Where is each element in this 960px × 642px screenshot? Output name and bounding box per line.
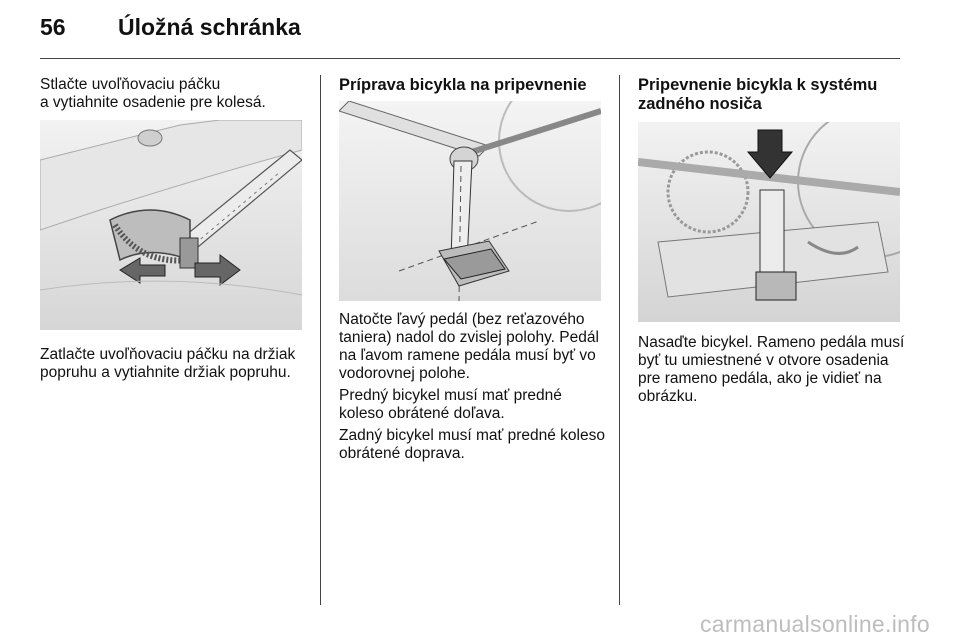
column-1 <box>40 76 308 386</box>
column-divider <box>320 75 321 605</box>
watermark: carmanualsonline.info <box>699 611 930 637</box>
column-heading: Pripevnenie bicykla k systému zadného nosiča <box>638 76 878 113</box>
instruction-text: Stlačte uvoľňovaciu páčku a vytiahnite osadenie pre kolesá. <box>40 76 266 111</box>
instruction-text: Zatlačte uvoľňovaciu páčku na držiak popruhu a vytiahnite držiak popruhu. <box>40 346 296 381</box>
instruction-text: Zadný bicykel musí mať predné koleso obrátené doprava. <box>339 427 605 462</box>
column-divider <box>619 75 620 605</box>
instruction-text: Predný bicykel musí mať predné koleso obrátené doľava. <box>339 387 562 422</box>
instruction-text: Nasaďte bicykel. Rameno pedála musí byť tu umiestnené v otvore osadenia pre rameno pedála, ako je vidieť na obrázku. <box>638 334 905 405</box>
column-heading: Príprava bicykla na pripevnenie <box>339 76 587 94</box>
section-title: Úložná schránka <box>118 14 301 40</box>
column-3 <box>638 76 906 410</box>
page-header <box>40 14 301 48</box>
instruction-text: Natočte ľavý pedál (bez reťazového taniera) nadol do zvislej polohy. Pedál na ľavom ramene pedála musí byť vo vodorovnej polohe. <box>339 311 599 382</box>
illustration-wheel-mount <box>40 120 302 330</box>
page-number: 56 <box>40 14 66 40</box>
column-2 <box>339 76 607 467</box>
illustration-bike-attach <box>638 122 900 322</box>
illustration-pedal-position <box>339 101 601 301</box>
header-rule <box>40 58 900 59</box>
